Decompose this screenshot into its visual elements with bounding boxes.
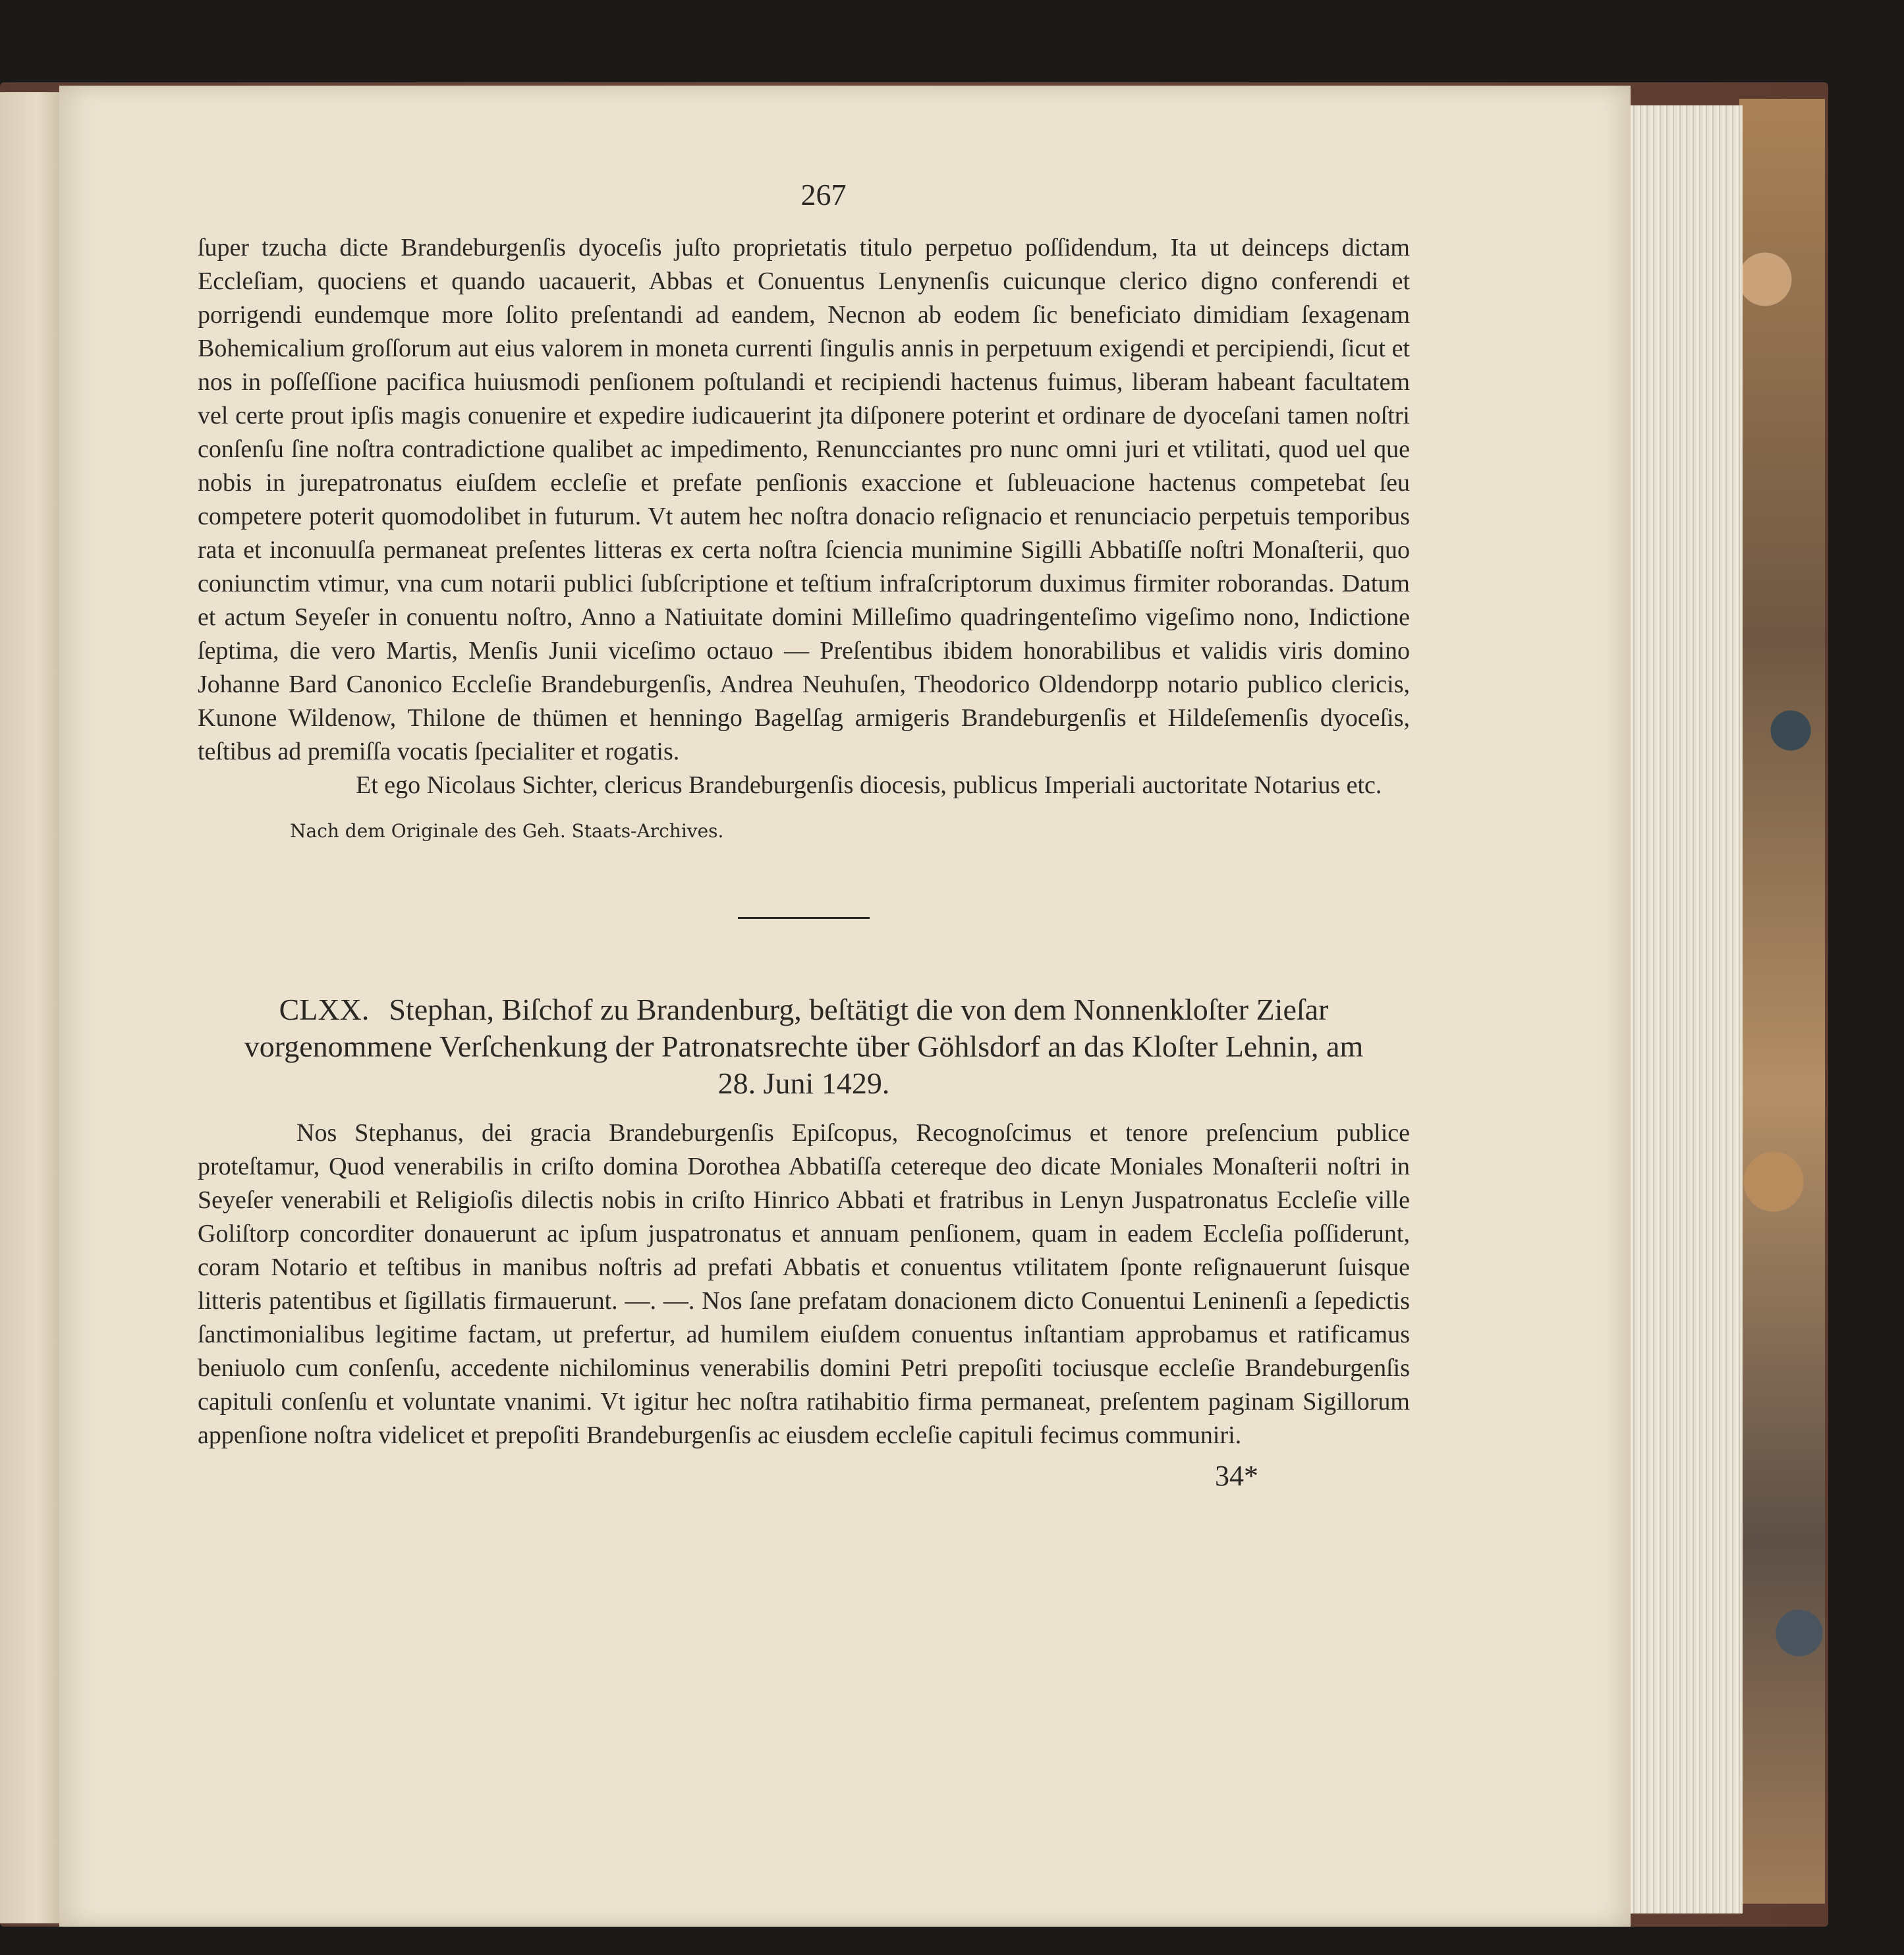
facing-page-edge xyxy=(0,92,63,1923)
notary-subscription: Et ego Nicolaus Sichter, clericus Brandeburgenſis diocesis, publicus Imperiali auctoritate Notarius etc. xyxy=(356,771,1382,799)
marbled-endpaper xyxy=(1739,99,1825,1904)
page-content xyxy=(198,178,1410,1493)
charter-title: Stephan, Biſchof zu Brandenburg, beſtätigt die von dem Nonnenkloſter Zieſar vorgenommene Verſchenkung der Patronatsrechte über Göhlsdorf an das Kloſter Lehnin, am 28. Juni 1429. xyxy=(244,993,1364,1100)
section-divider xyxy=(738,917,870,919)
page-number: 267 xyxy=(800,178,847,211)
signature-mark: 34* xyxy=(1215,1460,1258,1492)
charter-continuation: ſuper tzucha dicte Brandeburgenſis dyoceſis juſto proprietatis titulo perpetuo poſſidendum, Ita ut deinceps dictam Eccleſiam, quociens et quando uacauerit, Abbas et Conuentus Lenynenſis cuicunque clerico digno conferendi et porrigendi eundemque more ſolito preſentandi ad eandem, Necnon ab eodem ſic beneficiato dimidiam ſexagenam Bohemicalium groſſorum aut eius valorem in moneta currenti ſingulis annis in perpetuum exigendi et percipiendi, ſicut et nos in poſſeſſione pacifica huiusmodi penſionem poſtulandi et recipiendi hactenus fuimus, liberam habeant facultatem vel certe prout ipſis magis conuenire et expedire iudicauerint jta diſponere poterint et ordinare de dyoceſani tamen noſtri conſenſu ſine noſtra contradictione qualibet ac impedimento, Renuncciantes pro nunc omni juri et vtilitati, quod uel que nobis in jurepatronatus eiuſdem eccleſie et prefate penſionis exaccione et ſubleuacione hactenus competebat ſeu competere poterit quomodolibet in futurum. Vt autem hec noſtra donacio reſignacio et renunciacio perpetuis temporibus rata et inconuulſa permaneat preſentes litteras ex certa noſtra ſciencia munimine Sigilli Abbatiſſe noſtri Monaſterii, quo coniunctim vtimur, vna cum notarii publici ſubſcriptione et teſtium infraſcriptorum duximus firmiter roborandas. Datum et actum Seyeſer in conuentu noſtro, Anno a Natiuitate domini Milleſimo quadringenteſimo vigeſimo nono, Indictione ſeptima, die vero Martis, Menſis Junii viceſimo octauo — Preſentibus ibidem honorabilibus et validis viris domino Johanne Bard Canonico Eccleſie Brandeburgenſis, Andrea Neuhuſen, Theodorico Oldendorpp notario publico clericis, Kunone Wildenow, Thilone de thümen et henningo Bagelſag armigeris Brandeburgenſis et Hildeſemenſis dyoceſis, teſtibus ad premiſſa vocatis ſpecialiter et rogatis. xyxy=(198,234,1410,765)
charter-number: CLXX. xyxy=(279,993,370,1026)
page-block-edges xyxy=(1631,105,1743,1914)
charter-text: Nos Stephanus, dei gracia Brandeburgenſis Epiſcopus, Recognoſcimus et tenore preſencium publice proteſtamur, Quod venerabilis in criſto domina Dorothea Abbatiſſa cetereque deo dicate Moniales Monaſterii noſtri in Seyeſer venerabili et Religioſis dilectis nobis in criſto Hinrico Abbati et fratribus in Lenyn Juspatronatus Eccleſie ville Goliſtorp concorditer donauerunt ac ipſum juspatronatus et annuam penſionem, quam in eadem Eccleſia poſſiderunt, coram Notario et teſtibus in manibus noſtris ad prefati Abbatis et conuentus vtilitatem ſponte reſignauerunt ſuisque litteris patentibus et ſigillatis firmauerunt. —. —. Nos ſane prefatam donacionem dicto Conuentui Leninenſi a ſepedictis ſanctimonialibus legitime factam, ut prefertur, ad humilem eiuſdem conuentus inſtantiam approbamus et ratificamus beniuolo cum conſenſu, accedente nichilominus venerabilis domini Petri prepoſiti tociusque eccleſie Brandeburgenſis capituli conſenſu et voluntate vnanimi. Vt igitur hec noſtra ratihabitio firma permaneat, preſentem paginam Sigillorum appenſione noſtra videlicet et prepoſiti Brandeburgenſis ac eiusdem eccleſie capituli fecimus communiri. xyxy=(198,1119,1410,1449)
charter-heading xyxy=(198,991,1410,1102)
source-note: Nach dem Originale des Geh. Staats-Archives. xyxy=(290,820,724,842)
